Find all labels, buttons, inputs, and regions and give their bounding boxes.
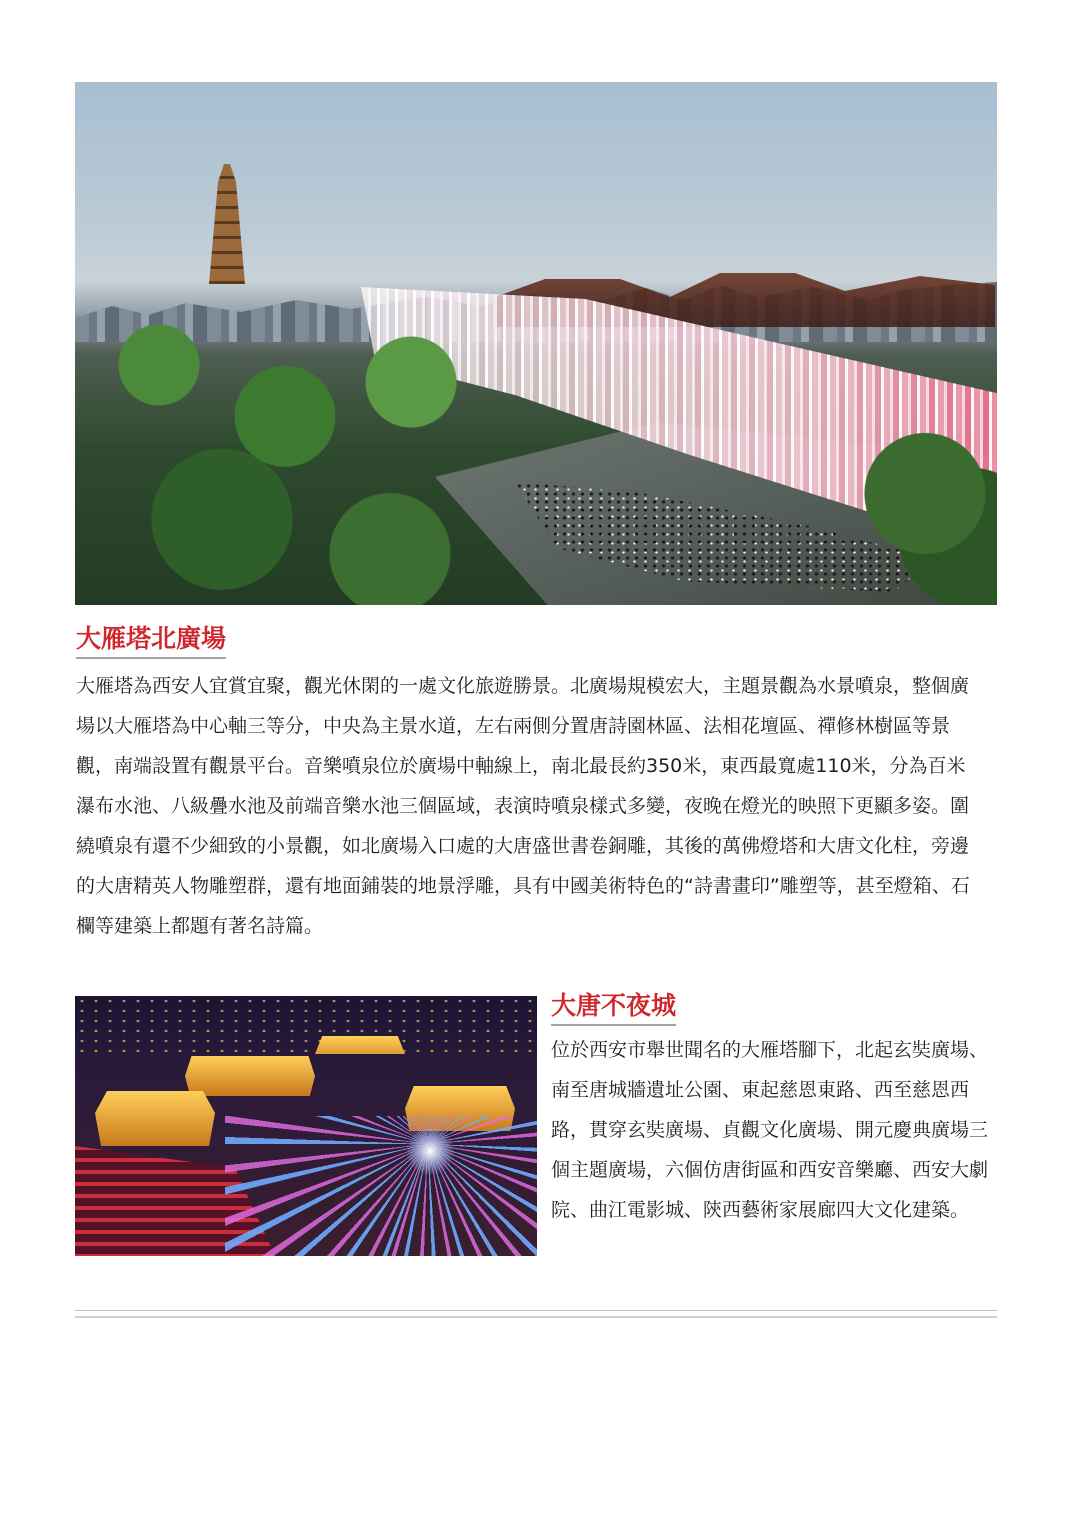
- street-lights: [75, 996, 537, 1056]
- lit-building: [185, 1056, 315, 1096]
- divider: [75, 1310, 997, 1318]
- night-street-photo: [75, 996, 537, 1256]
- spotlight-glow: [405, 1126, 455, 1176]
- lit-building: [315, 1036, 405, 1066]
- section-heading: 大雁塔北廣場: [76, 623, 226, 659]
- section-heading: 大唐不夜城: [551, 990, 676, 1026]
- trees: [817, 382, 997, 605]
- light-beams: [225, 1116, 537, 1256]
- fountain-plaza-photo: [75, 82, 997, 605]
- section-body: 位於西安市舉世聞名的大雁塔腳下，北起玄奘廣場、南至唐城牆遺址公園、東起慈恩東路、西至慈恩西路，貫穿玄奘廣場、貞觀文化廣場、開元慶典廣場三個主題廣場，六個仿唐街區和西安音樂廳、西安大劇院、曲江電影城、陝西藝術家展廊四大文化建築。: [551, 1039, 989, 1221]
- lit-building: [95, 1091, 215, 1146]
- trees: [75, 262, 495, 605]
- section-body: 大雁塔為西安人宜賞宜聚，觀光休閑的一處文化旅遊勝景。北廣場規模宏大，主題景觀為水景噴泉，整個廣場以大雁塔為中心軸三等分，中央為主景水道，左右兩側分置唐詩園林區、法相花壇區、禪修林樹區等景觀，南端設置有觀景平台。音樂噴泉位於廣場中軸線上，南北最長約350米，東西最寬處110米，分為百米瀑布水池、八級疊水池及前端音樂水池三個區域，表演時噴泉樣式多變，夜晚在燈光的映照下更顯多姿。圍繞噴泉有還不少細致的小景觀，如北廣場入口處的大唐盛世書卷銅雕，其後的萬佛燈塔和大唐文化柱，旁邊的大唐精英人物雕塑群，還有地面鋪裝的地景浮雕，具有中國美術特色的“詩書畫印”雕塑等，甚至燈箱、石欄等建築上都題有著名詩篇。: [76, 675, 970, 937]
